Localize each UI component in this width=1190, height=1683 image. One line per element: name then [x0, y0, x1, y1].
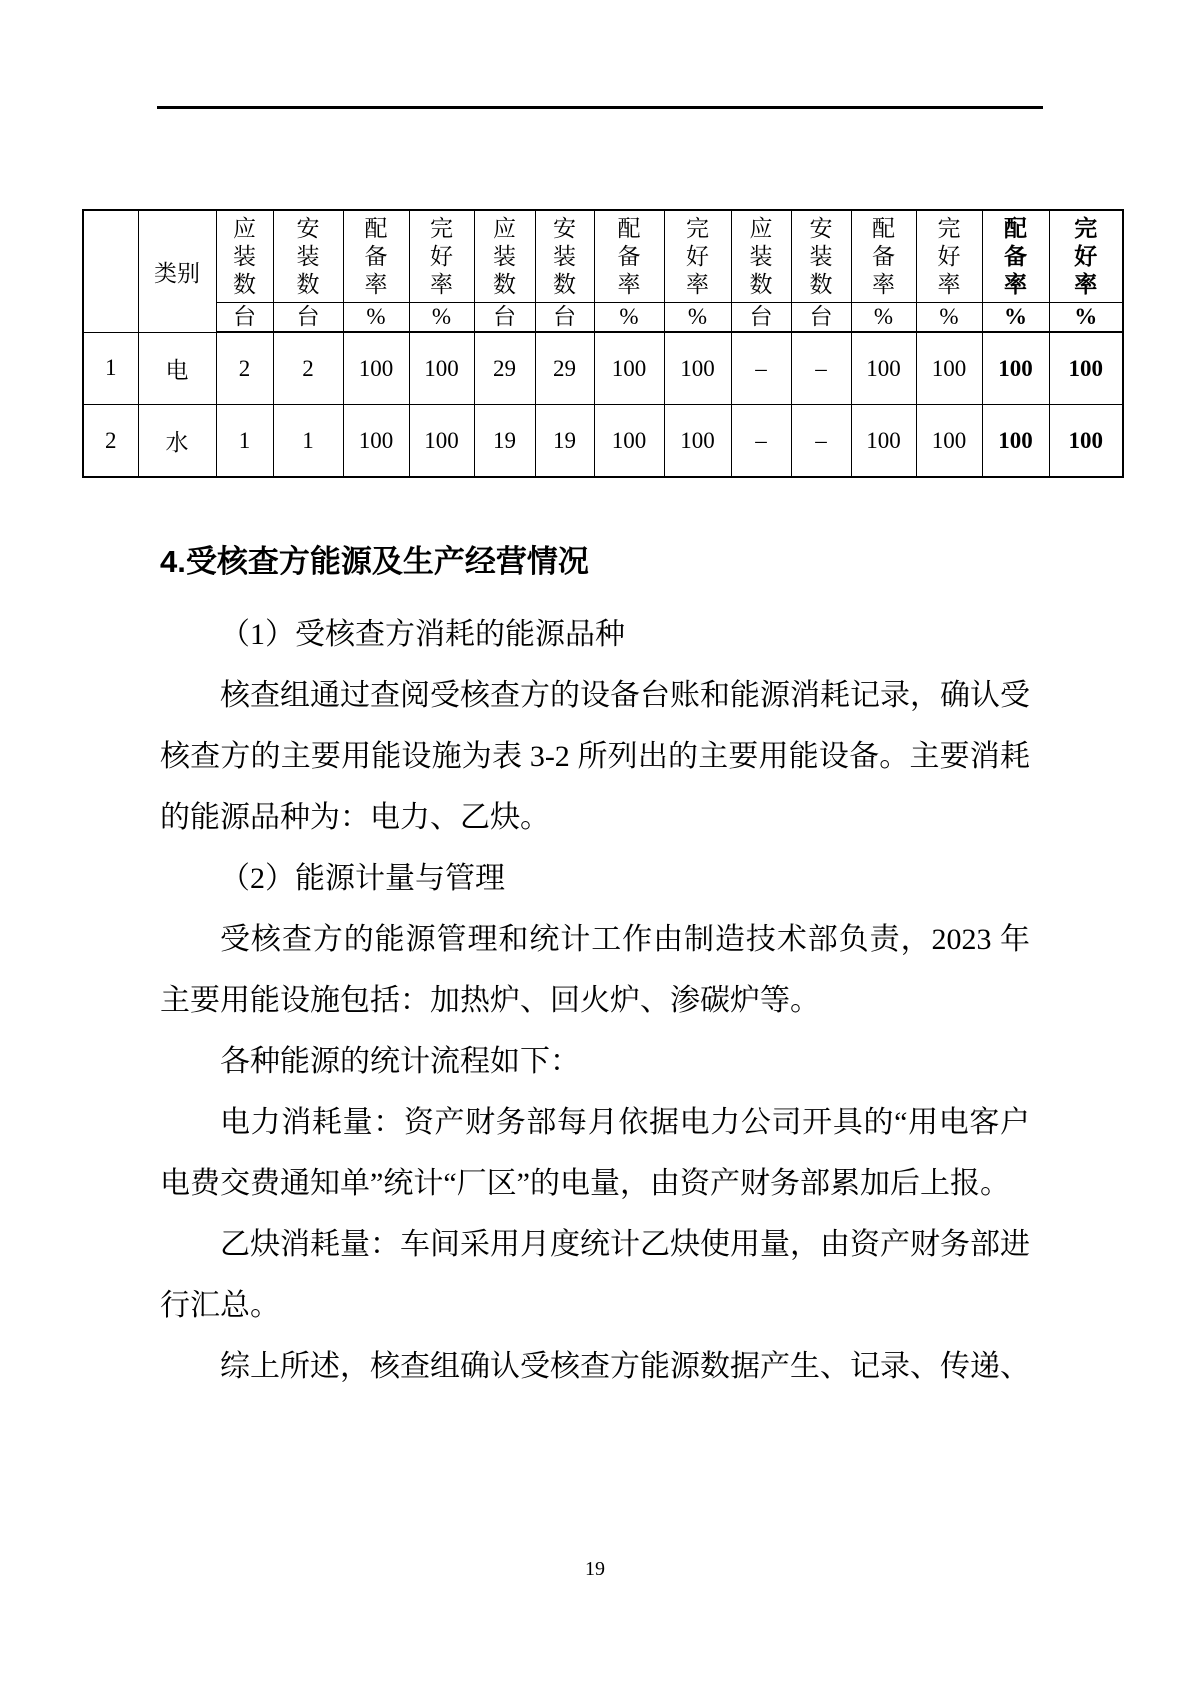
table-col-header: 配备率 — [851, 210, 916, 303]
table-col-header: 完好率 — [409, 210, 474, 303]
paragraph: 综上所述，核查组确认受核查方能源数据产生、记录、传递、 — [220, 1350, 1030, 1383]
table-cell: 100 — [409, 405, 474, 478]
table-col-header: 配备率 — [594, 210, 664, 303]
table-corner-cell — [83, 210, 138, 332]
table-cell: 1 — [273, 405, 343, 478]
table-unit-cell: 台 — [731, 303, 791, 333]
table-cell-rowno: 1 — [83, 332, 138, 405]
table-cell: 100 — [1049, 405, 1123, 478]
table-header-row — [83, 210, 1123, 303]
table-unit-cell: 台 — [216, 303, 273, 333]
table-unit-cell: % — [343, 303, 409, 333]
table-unit-cell: % — [1049, 303, 1123, 333]
table-cell-rowno: 2 — [83, 405, 138, 478]
body-content — [160, 531, 1030, 1397]
table-cell: 29 — [535, 332, 594, 405]
table-row — [83, 405, 1123, 478]
paragraph: 受核查方的能源管理和统计工作由制造技术部负责，2023 年主要用能设施包括：加热炉、回火炉、渗碳炉等。 — [160, 923, 1030, 1017]
table-cell-category: 电 — [138, 332, 216, 405]
table-unit-cell: 台 — [791, 303, 851, 333]
table-unit-cell: % — [664, 303, 731, 333]
table-col-header: 安装数 — [273, 210, 343, 303]
table-col-header: 完好率 — [916, 210, 982, 303]
table-unit-cell: 台 — [474, 303, 535, 333]
table-cell: – — [791, 405, 851, 478]
table-cell: 100 — [982, 332, 1049, 405]
table-cell: 2 — [216, 332, 273, 405]
table-cell: 100 — [916, 332, 982, 405]
table-unit-cell: % — [851, 303, 916, 333]
table-cell: 100 — [409, 332, 474, 405]
table-cell: – — [731, 405, 791, 478]
table-col-header: 完好率 — [1049, 210, 1123, 303]
table-cell: 100 — [343, 332, 409, 405]
table-cell: – — [791, 332, 851, 405]
table-unit-cell: 台 — [273, 303, 343, 333]
paragraph: 核查组通过查阅受核查方的设备台账和能源消耗记录，确认受核查方的主要用能设施为表 3-2 所列出的主要用能设备。主要消耗的能源品种为：电力、乙炔。 — [160, 679, 1030, 834]
table-cell: 100 — [851, 405, 916, 478]
table-cell: 19 — [474, 405, 535, 478]
table-cell: 100 — [664, 332, 731, 405]
paragraph: （2）能源计量与管理 — [220, 862, 505, 895]
table-col-header: 安装数 — [535, 210, 594, 303]
page-number: 19 — [585, 1558, 605, 1580]
table-col-header: 安装数 — [791, 210, 851, 303]
table-cell: 100 — [916, 405, 982, 478]
table-col-header: 应装数 — [731, 210, 791, 303]
table-category-header: 类别 — [138, 210, 216, 332]
table-cell: 2 — [273, 332, 343, 405]
table-cell: 100 — [343, 405, 409, 478]
table-cell: 100 — [982, 405, 1049, 478]
table-col-header: 应装数 — [216, 210, 273, 303]
section-heading: 4.受核查方能源及生产经营情况 — [160, 544, 589, 579]
table-col-header: 完好率 — [664, 210, 731, 303]
table-cell: 100 — [594, 332, 664, 405]
paragraph: 电力消耗量：资产财务部每月依据电力公司开具的“用电客户电费交费通知单”统计“厂区”的电量，由资产财务部累加后上报。 — [160, 1106, 1030, 1200]
table-cell: 100 — [664, 405, 731, 478]
table-unit-cell: % — [982, 303, 1049, 333]
table-unit-cell: % — [409, 303, 474, 333]
metering-devices-table — [82, 209, 1124, 478]
table-unit-cell: 台 — [535, 303, 594, 333]
table-row — [83, 332, 1123, 405]
table-cell: 29 — [474, 332, 535, 405]
table-cell-category: 水 — [138, 405, 216, 478]
table-col-header: 应装数 — [474, 210, 535, 303]
paragraph: 乙炔消耗量：车间采用月度统计乙炔使用量，由资产财务部进行汇总。 — [160, 1228, 1030, 1322]
header-rule — [157, 106, 1043, 109]
table-cell: 1 — [216, 405, 273, 478]
table-cell: 100 — [851, 332, 916, 405]
table-unit-cell: % — [916, 303, 982, 333]
paragraph: 各种能源的统计流程如下： — [220, 1045, 580, 1078]
table-cell: 100 — [1049, 332, 1123, 405]
table-units-row — [83, 303, 1123, 333]
table-unit-cell: % — [594, 303, 664, 333]
table-cell: – — [731, 332, 791, 405]
table-cell: 19 — [535, 405, 594, 478]
table-cell: 100 — [594, 405, 664, 478]
table-col-header: 配备率 — [343, 210, 409, 303]
table-col-header: 配备率 — [982, 210, 1049, 303]
paragraph: （1）受核查方消耗的能源品种 — [220, 618, 625, 651]
